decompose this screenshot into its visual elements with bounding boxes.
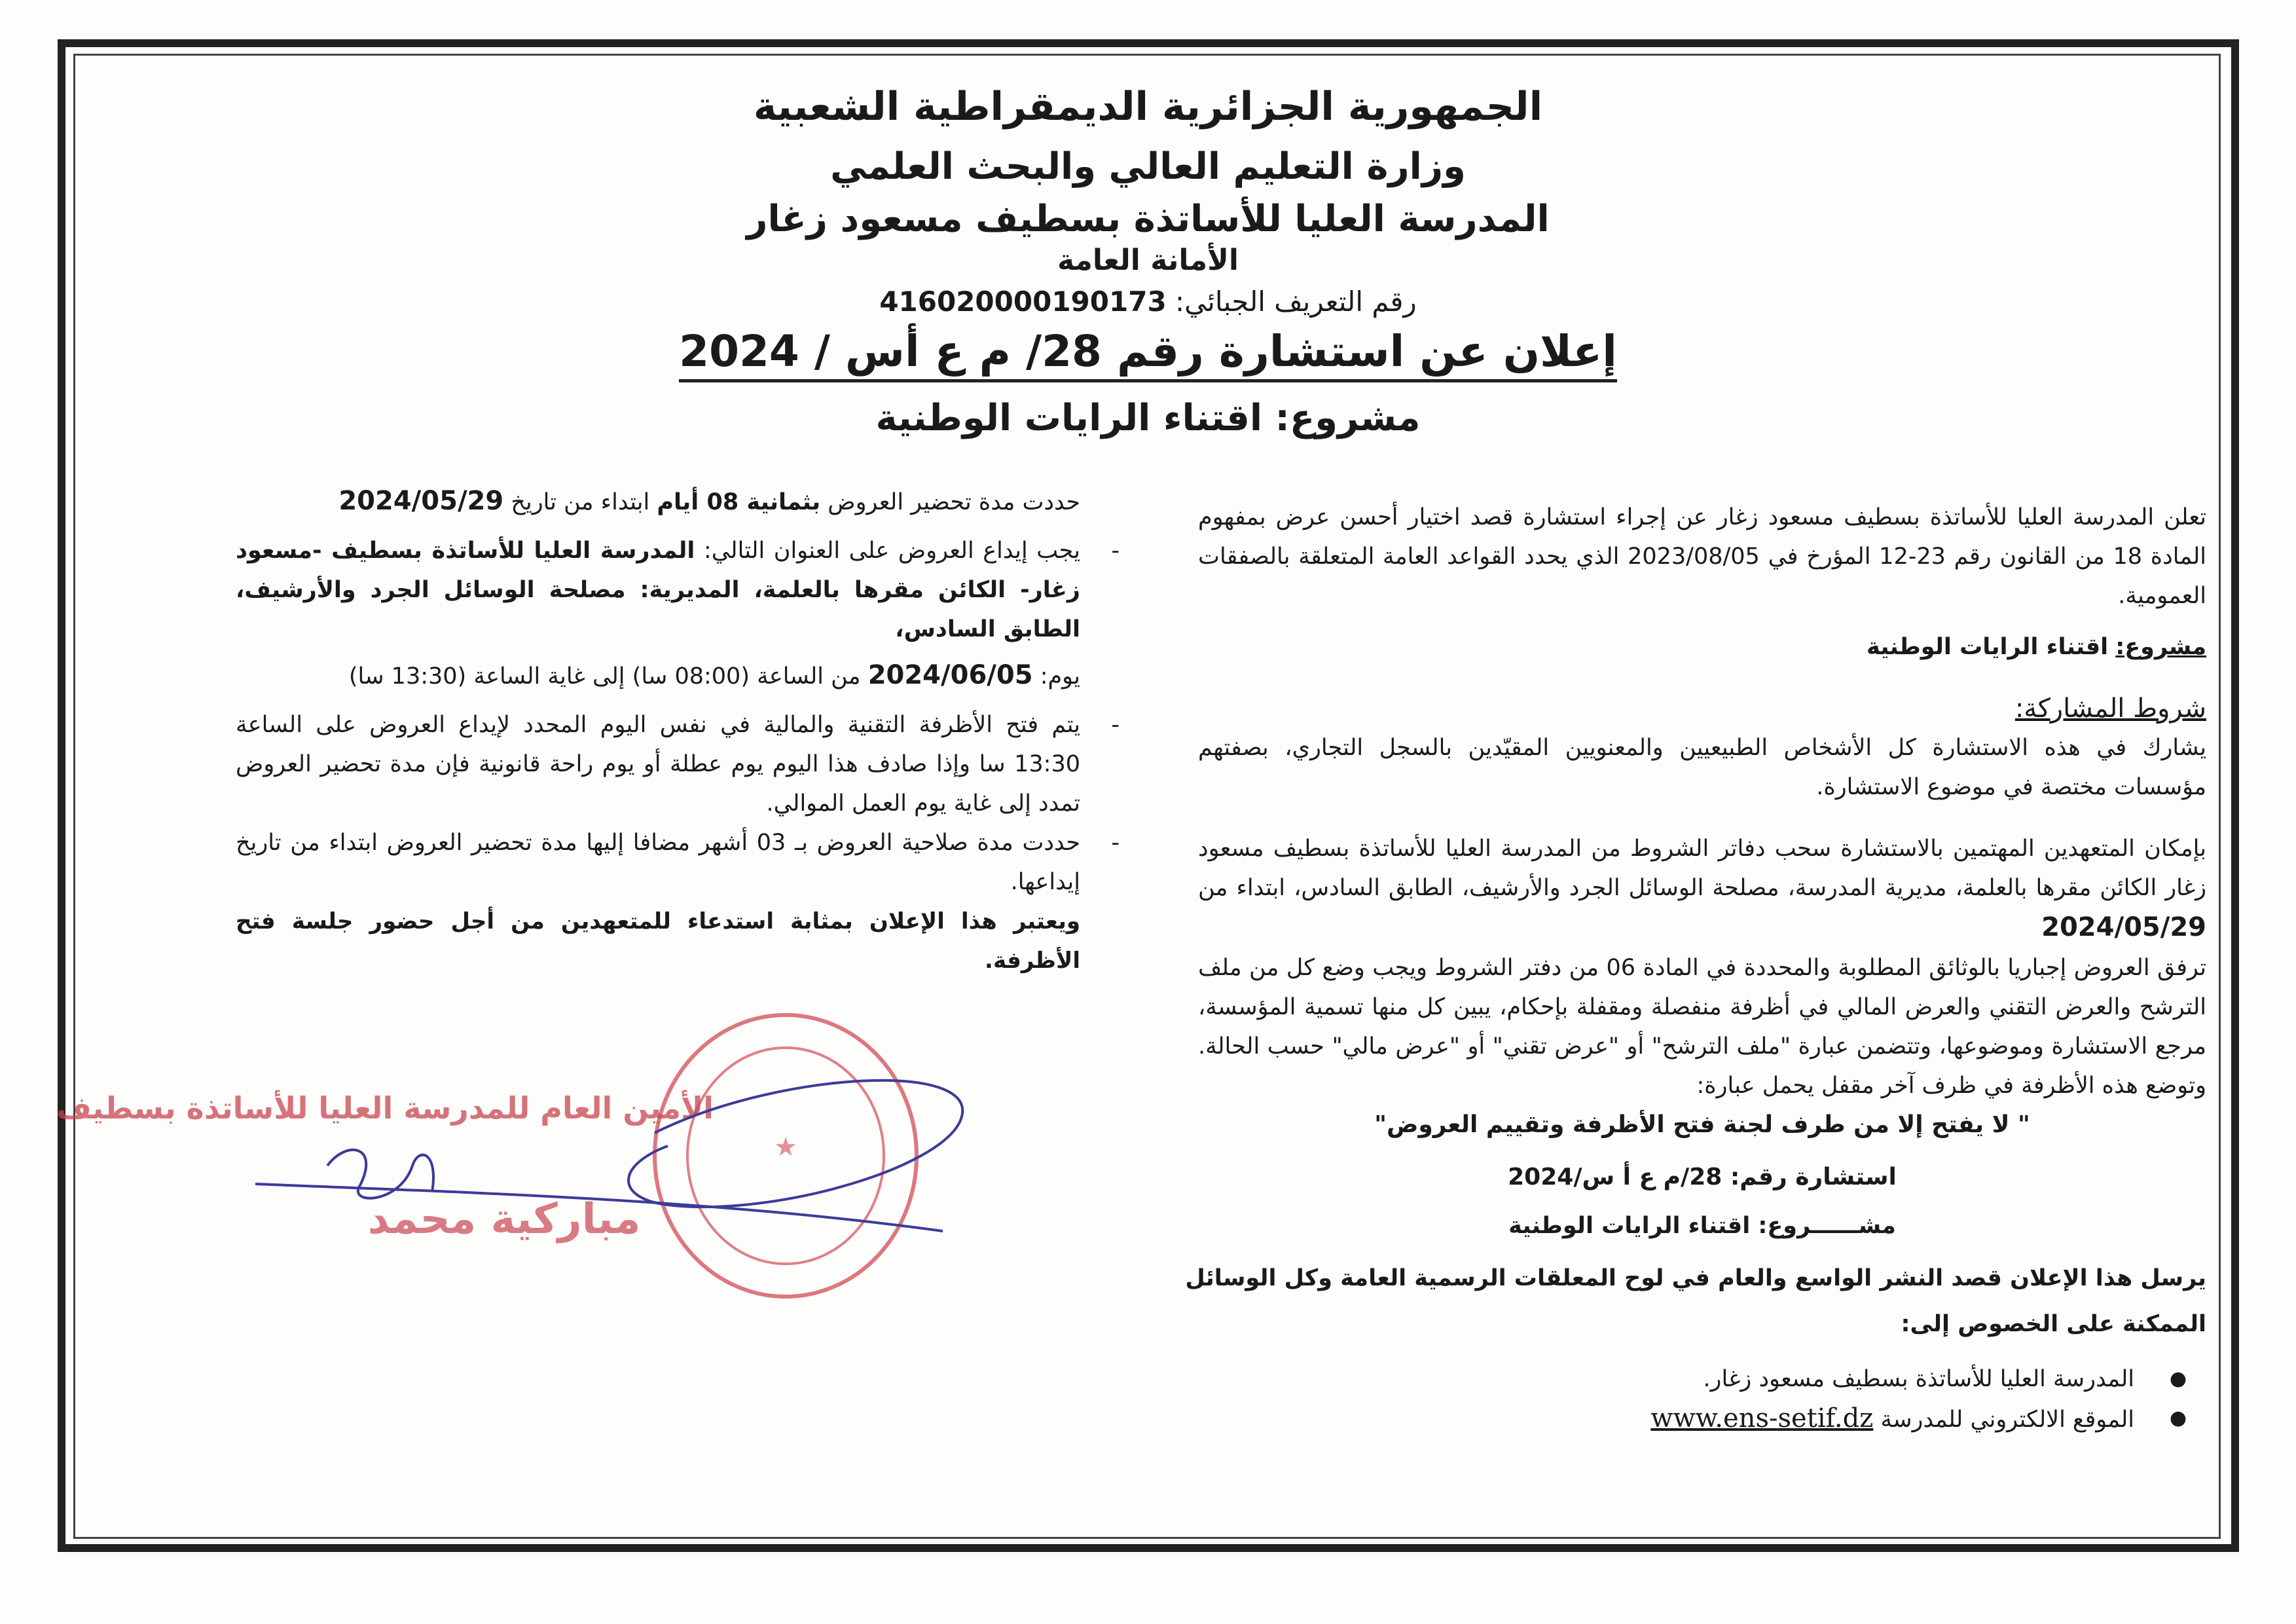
bullet-icon: ● (2169, 1367, 2187, 1390)
website-link[interactable]: www.ens-setif.dz (1650, 1403, 1874, 1433)
withdrawal-text: بإمكان المتعهدين المهتمين بالاستشارة سحب دفاتر الشروط من المدرسة العليا للأساتذة بسطيف مسعود زغار الكائن مقرها بالعلمة، مديرية المدرسة، مصلحة الوسائل الجرد والأرشيف، الطابق السادس، ابتداء من (1198, 836, 2206, 901)
withdrawal-paragraph (1198, 829, 2206, 948)
withdrawal-date: 2024/05/29 (2041, 912, 2206, 942)
dash-bullet-icon: - (1111, 712, 1120, 738)
school-title: المدرسة العليا للأساتذة بسطيف مسعود زغار (746, 198, 1550, 240)
bullet-school (1198, 1359, 2187, 1399)
day-hours: من الساعة (08:00 سا) إلى غاية الساعة (13:30 سا) (348, 663, 861, 690)
dash-bullet-icon: - (1111, 830, 1120, 856)
right-column (1185, 498, 2207, 1439)
duration-paragraph (236, 481, 1080, 522)
intro-paragraph: تعلن المدرسة العليا للأساتذة بسطيف مسعود زغار عن إجراء استشارة قصد اختيار أحسن عرض بمفهوم المادة 18 من القانون رقم 23-12 المؤرخ في 2023/08/05 الذي يحدد القواعد العامة المتعلقة بالصفقات العمومية. (1198, 504, 2207, 609)
duration-from: ابتداء من تاريخ (511, 489, 650, 515)
deposit-paragraph (236, 531, 1120, 649)
project-label: مشروع: (2115, 634, 2206, 660)
do-not-open-text: " لا يفتح إلا من طرف لجنة فتح الأظرفة وتقييم العروض" (1374, 1111, 2030, 1138)
participation-heading: شروط المشاركة: (2014, 693, 2206, 724)
opening-paragraph (236, 705, 1120, 823)
duration-days: بثمانية 08 أيام (657, 489, 821, 515)
republic-title: الجمهورية الجزائرية الديمقراطية الشعبية (753, 84, 1543, 130)
announcement-title-text: إعلان عن استشارة رقم 28/ م ع أس / 2024 (679, 326, 1617, 382)
participation-text: يشارك في هذه الاستشارة كل الأشخاص الطبيعيين والمعنويين المقيّدين بالسجل التجاري، بصفتهم مؤسسات مختصة في موضوع الاستشارة. (1198, 735, 2206, 800)
duration-text: حددت مدة تحضير العروض (828, 489, 1080, 515)
duration-date: 2024/05/29 (338, 486, 504, 516)
day-date: 2024/06/05 (867, 660, 1033, 690)
svg-text:★: ★ (774, 1132, 797, 1162)
envelope-paragraph: ترفق العروض إجباريا بالوثائق المطلوبة والمحددة في المادة 06 من دفتر الشروط ويجب وضع كل من ملف الترشح والعرض التقني والعرض المالي في أظرفة منفصلة ومقفلة بإحكام، يبين كل منها تسمية المؤسسة، مرجع الاستشارة وموضوعها، وتتضمن عبارة "ملف الترشح" أو "عرض تقني" أو "عرض مالي" حسب الحالة. وتوضع هذه الأظرفة في ظرف آخر مقفل يحمل عبارة: (1198, 955, 2206, 1099)
validity-text: حددت مدة صلاحية العروض بـ 03 أشهر مضافا إليها مدة تحضير العروض ابتداء من تاريخ إيداعها. (236, 830, 1080, 895)
publish-line-1: يرسل هذا الإعلان قصد النشر الواسع والعام في لوح المعلقات الرسمية العامة وكل الوسائل (1185, 1265, 2206, 1291)
left-column (236, 481, 1120, 980)
publish-line-2: الممكنة على الخصوص إلى: (1901, 1311, 2206, 1337)
stamp-title: الأمين العام للمدرسة العليا للأساتذة بسطيف (56, 1090, 714, 1126)
tax-id-label: رقم التعريف الجبائي: (1175, 286, 1417, 318)
day-label: يوم: (1040, 663, 1080, 690)
bullet-website (1198, 1399, 2187, 1439)
project-value: اقتناء الرايات الوطنية (1867, 634, 2109, 660)
bullet-school-text: المدرسة العليا للأساتذة بسطيف مسعود زغار. (1703, 1366, 2134, 1392)
project-repeat-line: مشــــــروع: اقتناء الرايات الوطنية (1508, 1213, 1896, 1239)
project-line (1198, 627, 2206, 667)
consult-reference: استشارة رقم: 28/م ع أ س/2024 (1508, 1164, 1897, 1190)
deposit-day (236, 655, 1080, 696)
bullet-website-label: الموقع الالكتروني للمدرسة (1880, 1407, 2134, 1433)
summons-text: ويعتبر هذا الإعلان بمثابة استدعاء للمتعهدين من أجل حضور جلسة فتح الأظرفة. (236, 908, 1080, 974)
dash-bullet-icon: - (1111, 538, 1120, 564)
announcement-title (0, 326, 2296, 377)
validity-paragraph (236, 823, 1120, 902)
deposit-intro: يجب إيداع العروض على العنوان التالي: (703, 538, 1080, 564)
project-title: مشروع: اقتناء الرايات الوطنية (875, 397, 1421, 439)
ministry-title: وزارة التعليم العالي والبحث العلمي (830, 145, 1466, 188)
tax-id (0, 286, 2296, 318)
stamp-name: مباركية محمد (367, 1195, 641, 1244)
secretariat-title: الأمانة العامة (1057, 244, 1239, 277)
signature (56, 1035, 989, 1297)
deposit-address: المدرسة العليا للأساتذة بسطيف -مسعود زغار- الكائن مقرها بالعلمة، المديرية: مصلحة الوسائل الجرد والأرشيف، الطابق السادس، (236, 538, 1080, 642)
opening-text: يتم فتح الأظرفة التقنية والمالية في نفس اليوم المحدد لإيداع العروض على الساعة 13:30 سا وإذا صادف هذا اليوم يوم عطلة أو يوم راحة قانونية فإن مدة تحضير العروض تمدد إلى غاية يوم العمل الموالي. (236, 712, 1080, 817)
bullet-icon: ● (2169, 1407, 2187, 1430)
tax-id-value: 416020000190173 (879, 286, 1167, 318)
